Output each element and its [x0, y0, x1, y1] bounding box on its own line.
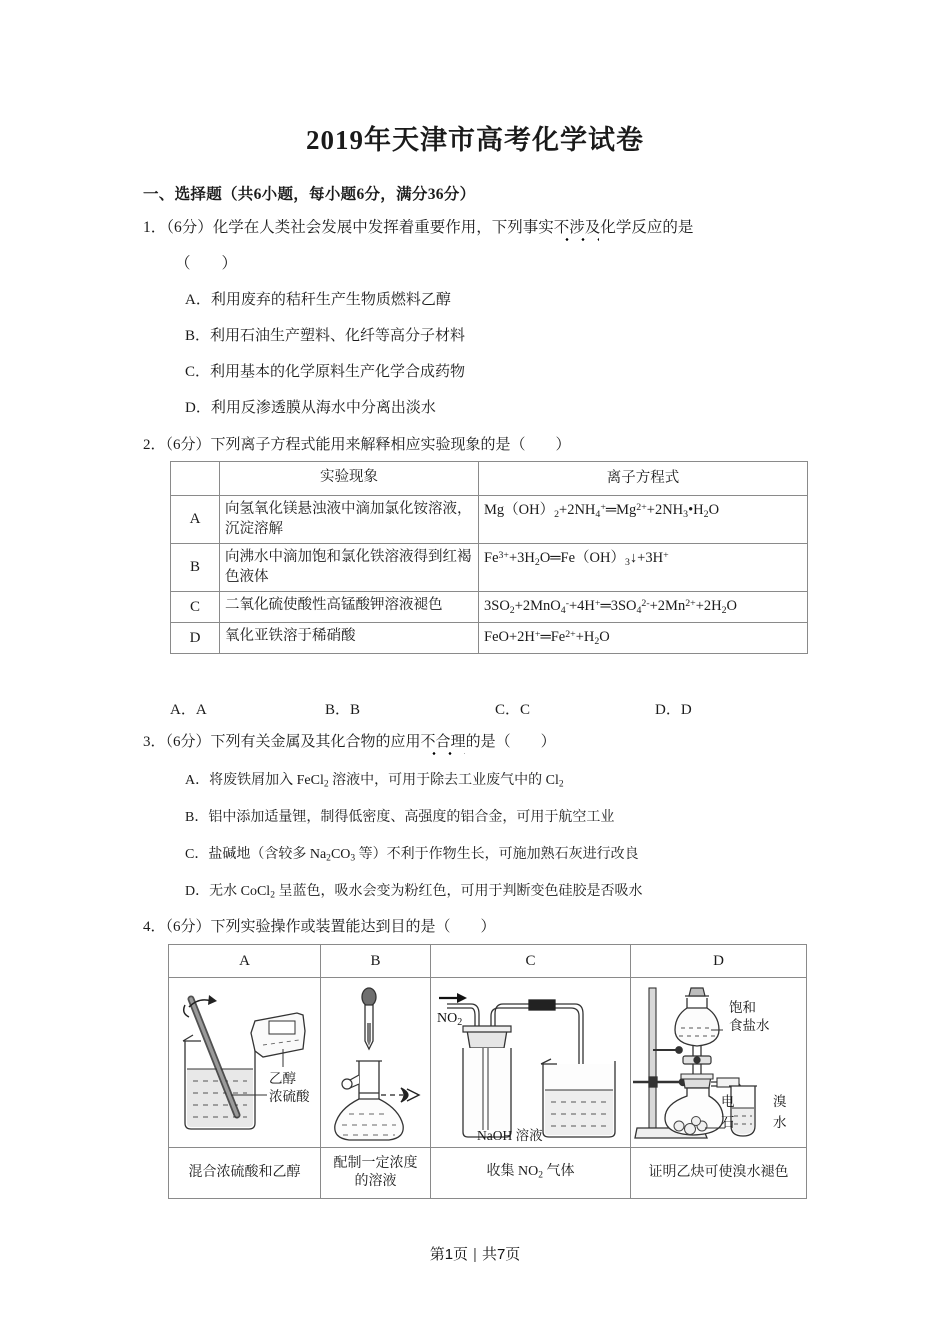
table-row[interactable]	[171, 623, 808, 654]
question-1-option-c[interactable]: C．利用基本的化学原料生产化学合成药物	[185, 364, 466, 380]
question-1-stem	[143, 216, 693, 239]
apparatus-caption-d: 证明乙炔可使溴水褪色	[631, 1148, 807, 1199]
apparatus-header-row	[169, 945, 807, 978]
question-1-stem-before: 化学在人类社会发展中发挥着重要作用，下列事实	[212, 219, 554, 236]
question-2-answer-d[interactable]: D．D	[655, 702, 692, 718]
table-row[interactable]	[171, 592, 808, 623]
apparatus-caption-a: 混合浓硫酸和乙醇	[169, 1148, 321, 1199]
table-row[interactable]	[171, 544, 808, 592]
question-1-option-b[interactable]: B．利用石油生产塑料、化纤等高分子材料	[185, 328, 466, 344]
table-header-equation: 离子方程式	[479, 462, 808, 496]
volumetric-flask-diagram	[323, 983, 429, 1143]
footer-current-page: 第1页	[429, 1246, 469, 1263]
label-sulfuric-acid: 浓硫酸	[269, 1088, 310, 1104]
question-4-stem	[143, 916, 496, 939]
row-phenomenon-d: 氧化亚铁溶于稀硝酸	[220, 623, 479, 654]
row-letter-d: D	[171, 623, 220, 654]
apparatus-caption-row	[169, 1148, 807, 1199]
question-1-option-a[interactable]: A．利用废弃的秸秆生产生物质燃料乙醇	[185, 292, 451, 308]
question-3-option-b[interactable]: B．铝中添加适量锂，制得低密度、高强度的铝合金，可用于航空工业	[185, 810, 615, 825]
row-equation-a: $Mg(OH)_2+2NH_4^+═Mg^{2+}+2NH_3•H_2O$	[479, 496, 808, 544]
question-3-number: 3．	[143, 734, 166, 750]
beaker-stirring-diagram	[171, 983, 319, 1143]
apparatus-figure-a	[169, 978, 321, 1148]
label-carbide-1: 电	[721, 1093, 735, 1109]
row-phenomenon-a: 向氢氧化镁悬浊液中滴加氯化铵溶液，沉淀溶解	[220, 496, 479, 544]
question-1-number: 1．	[143, 219, 167, 236]
section-heading: 一、选择题（共6小题，每小题6分，满分36分）	[143, 186, 476, 203]
question-2-answer-b[interactable]: B．B	[325, 702, 361, 718]
question-2-stem	[143, 434, 571, 457]
question-4-apparatus-table	[168, 944, 807, 1199]
apparatus-caption-c: 收集 $NO_2$ 气体	[431, 1148, 631, 1199]
label-naoh-caption: NaOH 溶液	[477, 1127, 543, 1143]
question-1-score: （6分）	[166, 219, 213, 236]
table-header-blank	[171, 462, 220, 496]
label-carbide-2: 石	[721, 1114, 735, 1130]
label-saturated: 饱和	[729, 999, 756, 1015]
apparatus-header-a: A	[169, 945, 321, 978]
label-saltwater: 食盐水	[729, 1017, 770, 1033]
question-2-score: （6分）	[165, 437, 211, 453]
question-2-answer-a[interactable]: A．A	[170, 702, 207, 718]
question-4-number: 4．	[143, 919, 166, 935]
row-equation-c: $3SO_2+2MnO_4^-+4H^+═3SO_4^{2-}+2Mn^{2+}+2H_2O$	[479, 592, 808, 623]
question-3-option-a[interactable]: A．将废铁屑加入 FeCl$_2$ 溶液中，可用于除去工业废气中的 $Cl_2$	[185, 773, 564, 790]
row-equation-b: $Fe^{3+}+3H_2O═Fe(OH)_3↓+3H^+$	[479, 544, 808, 592]
label-ethanol: 乙醇	[269, 1070, 296, 1086]
question-3-score: （6分）	[165, 734, 211, 750]
question-1-stem-after: 化学反应的是	[600, 219, 694, 236]
footer-total-pages: 共7页	[481, 1246, 521, 1263]
question-1-option-d[interactable]: D．利用反渗透膜从海水中分离出淡水	[185, 400, 436, 416]
question-3-stem-after: 的是（ ）	[465, 734, 556, 750]
apparatus-caption-b: 配制一定浓度 的溶液	[321, 1148, 431, 1199]
gas-collection-diagram	[433, 982, 629, 1142]
question-2-stem-text: 下列离子方程式能用来解释相应实验现象的是（ ）	[210, 437, 571, 453]
apparatus-figure-d	[631, 978, 807, 1148]
label-no2: $NO_2$	[437, 1010, 463, 1028]
row-letter-a: A	[171, 496, 220, 544]
question-3-option-c[interactable]: C．盐碱地（含较多 $Na_2CO_3$ 等）不利于作物生长，可施加熟石灰进行改良	[185, 847, 639, 864]
row-letter-c: C	[171, 592, 220, 623]
question-4-score: （6分）	[165, 919, 211, 935]
row-equation-d: $FeO+2H^+═Fe^{2+}+H_2O$	[479, 623, 808, 654]
question-3-option-d[interactable]: D．无水 CoCl$_2$ 呈蓝色，吸水会变为粉红色，可用于判断变色硅胶是否吸水	[185, 884, 643, 901]
label-bromine-1: 溴	[773, 1093, 787, 1109]
question-3-stem-before: 下列有关金属及其化合物的应用	[210, 734, 421, 750]
question-3-emphasis: 不合理	[420, 734, 466, 750]
apparatus-header-d: D	[631, 945, 807, 978]
row-letter-b: B	[171, 544, 220, 592]
table-header-phenomenon: 实验现象	[220, 462, 479, 496]
question-3-stem	[143, 731, 556, 754]
apparatus-figure-row	[169, 978, 807, 1148]
question-1-answer-blank[interactable]: （ ）	[175, 255, 238, 272]
table-header-row	[171, 462, 808, 496]
question-2-answer-c[interactable]: C．C	[495, 702, 531, 718]
acetylene-generator-diagram	[633, 982, 805, 1144]
table-row[interactable]	[171, 496, 808, 544]
apparatus-header-c: C	[431, 945, 631, 978]
label-bromine-2: 水	[773, 1114, 787, 1130]
row-phenomenon-b: 向沸水中滴加饱和氯化铁溶液得到红褐色液体	[220, 544, 479, 592]
page-footer	[0, 1243, 950, 1264]
question-2-table	[170, 461, 808, 654]
apparatus-figure-b	[321, 978, 431, 1148]
question-4-stem-text: 下列实验操作或装置能达到目的是（ ）	[210, 919, 496, 935]
footer-separator: |	[473, 1246, 477, 1263]
page-title: 2019年天津市高考化学试卷	[306, 125, 644, 155]
question-1-emphasis: 不涉及	[553, 219, 601, 236]
apparatus-figure-c	[431, 978, 631, 1148]
question-2-number: 2．	[143, 437, 166, 453]
apparatus-header-b: B	[321, 945, 431, 978]
row-phenomenon-c: 二氧化硫使酸性高锰酸钾溶液褪色	[220, 592, 479, 623]
